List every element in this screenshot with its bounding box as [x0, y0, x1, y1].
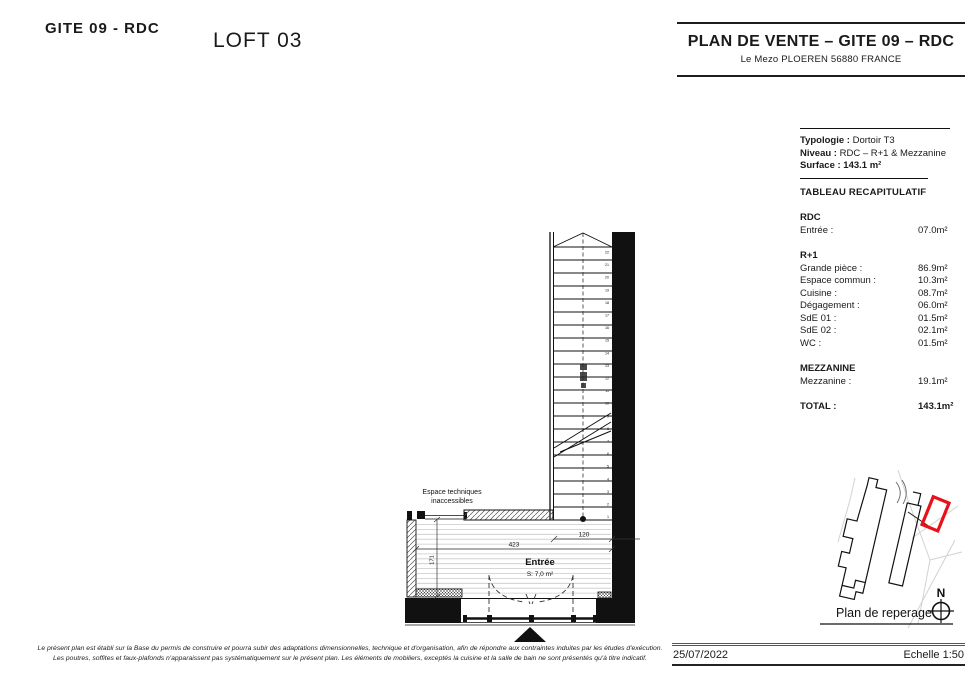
- row-value: 01.5m²: [918, 312, 948, 324]
- row-label: Cuisine :: [800, 287, 837, 299]
- typologie-value: Dortoir T3: [852, 135, 895, 146]
- row-value: 08.7m²: [918, 287, 948, 299]
- step-number: 18: [605, 300, 609, 305]
- step-number: 2: [607, 502, 609, 507]
- staircase: [550, 232, 635, 598]
- double-door-swing: [489, 575, 573, 612]
- step-number: 7: [607, 439, 609, 444]
- map-buildings: [830, 475, 925, 609]
- table-title: TABLEAU RECAPITULATIF: [800, 186, 927, 198]
- wall-pier: [417, 511, 425, 519]
- wall-solid-bottom-right: [596, 598, 635, 623]
- disclaimer: [35, 644, 665, 663]
- row-value: 86.9m²: [918, 262, 948, 274]
- disclaimer-line2: Les poutres, soffites et faux-plafonds n'apparaissent pas systématiquement sur le présent plan. Les éléments de mobiliers, exceptés la cuisine et la salle de bain ne sont présentés qu'à titre indicatif.: [53, 654, 647, 662]
- row-label: SdE 02 :: [800, 325, 837, 336]
- niveau-label: Niveau :: [800, 147, 837, 159]
- step-number: 12: [605, 376, 609, 381]
- row-label: Espace commun :: [800, 275, 877, 286]
- wall-crosshatch-right: [598, 592, 611, 598]
- page-title: GITE 09 - RDC: [45, 20, 160, 37]
- disclaimer-line1: Le présent plan est établi sur la Base du permis de construire et pourra subir des adaptations dimensionnelles, technique et d'organisation, afin de répondre aux contraintes induites par les études d'exécution.: [37, 645, 663, 652]
- row-value: 06.0m²: [918, 300, 948, 311]
- step-number: 5: [607, 464, 609, 469]
- map-highlight: [922, 497, 949, 531]
- row-value: 01.5m²: [918, 337, 948, 349]
- row-label: SdE 01 :: [800, 312, 837, 324]
- section-mezzanine: MEZZANINE: [800, 363, 856, 374]
- section-rdc: RDC: [800, 212, 821, 223]
- north-label: N: [936, 586, 946, 600]
- row-label: Entrée :: [800, 224, 834, 236]
- step-number: 1: [607, 515, 609, 520]
- step-number: 9: [607, 414, 609, 419]
- step-number: 10: [605, 401, 609, 406]
- surface-value: 143.1 m²: [843, 160, 882, 171]
- step-number: 3: [607, 489, 609, 494]
- loft-title: LOFT 03: [213, 29, 303, 52]
- stair-break-lines: [554, 413, 611, 457]
- row-value: 10.3m²: [918, 275, 948, 286]
- total-value: 143.1m²: [918, 401, 954, 412]
- map-road-curve: [896, 480, 906, 504]
- surface-label: Surface :: [800, 160, 841, 171]
- typologie-label: Typologie :: [800, 135, 850, 146]
- room-area-label: S: 7,0 m²: [526, 571, 554, 578]
- step-number: 15: [605, 338, 609, 343]
- row-value: 02.1m²: [918, 325, 948, 336]
- row-label: Dégagement :: [800, 300, 860, 311]
- step-number: 22: [605, 250, 609, 255]
- step-number: 16: [605, 326, 609, 331]
- header-title: PLAN DE VENTE – GITE 09 – RDC: [687, 33, 955, 50]
- row-label: Grande pièce :: [800, 262, 863, 274]
- dim-171: 171: [429, 555, 436, 565]
- step-number: 17: [605, 313, 609, 318]
- newel-post: [580, 516, 586, 522]
- entree-room: [405, 489, 640, 642]
- step-number: 14: [605, 351, 609, 356]
- wall-solid-bottom-left: [405, 598, 461, 623]
- plan-scale: Echelle 1:50: [903, 649, 964, 661]
- dim-423: 423: [508, 541, 520, 549]
- step-number: 11: [605, 389, 609, 394]
- wall-hatched-left: [407, 520, 416, 597]
- location-map: [820, 470, 962, 628]
- step-number: 6: [607, 452, 609, 457]
- wall-solid-right: [612, 232, 635, 598]
- row-value: 19.1m²: [918, 375, 948, 387]
- step-number: 4: [607, 477, 609, 482]
- map-caption: Plan de reperage: [836, 606, 932, 620]
- step-number: 19: [605, 288, 609, 293]
- entrance-arrow-icon: [514, 627, 546, 642]
- step-number: 8: [607, 426, 609, 431]
- stair-top-arrow: [553, 233, 612, 247]
- technical-space-label: inaccessibles: [431, 498, 473, 505]
- step-number: 20: [605, 275, 609, 280]
- niveau-value: RDC – R+1 & Mezzanine: [839, 147, 947, 159]
- dim-120: 120: [578, 531, 590, 539]
- plan-date: 25/07/2022: [673, 649, 729, 661]
- wall-hatched-top: [464, 510, 553, 520]
- step-number: 13: [605, 363, 609, 368]
- row-label: Mezzanine :: [800, 375, 852, 387]
- wall-crosshatch-left: [416, 589, 462, 597]
- header-subtitle: Le Mezo PLOEREN 56880 FRANCE: [740, 54, 902, 65]
- row-label: WC :: [800, 337, 822, 349]
- section-r1: R+1: [800, 250, 818, 261]
- technical-space-label: Espace techniques: [422, 489, 482, 496]
- wall-corner: [407, 511, 412, 520]
- step-number: 21: [605, 263, 609, 268]
- stair-annotation: [580, 364, 587, 388]
- row-value: 07.0m²: [918, 224, 948, 236]
- room-name-label: Entrée: [525, 557, 555, 568]
- total-label: TOTAL :: [800, 401, 837, 412]
- date-scale-box: [672, 643, 965, 666]
